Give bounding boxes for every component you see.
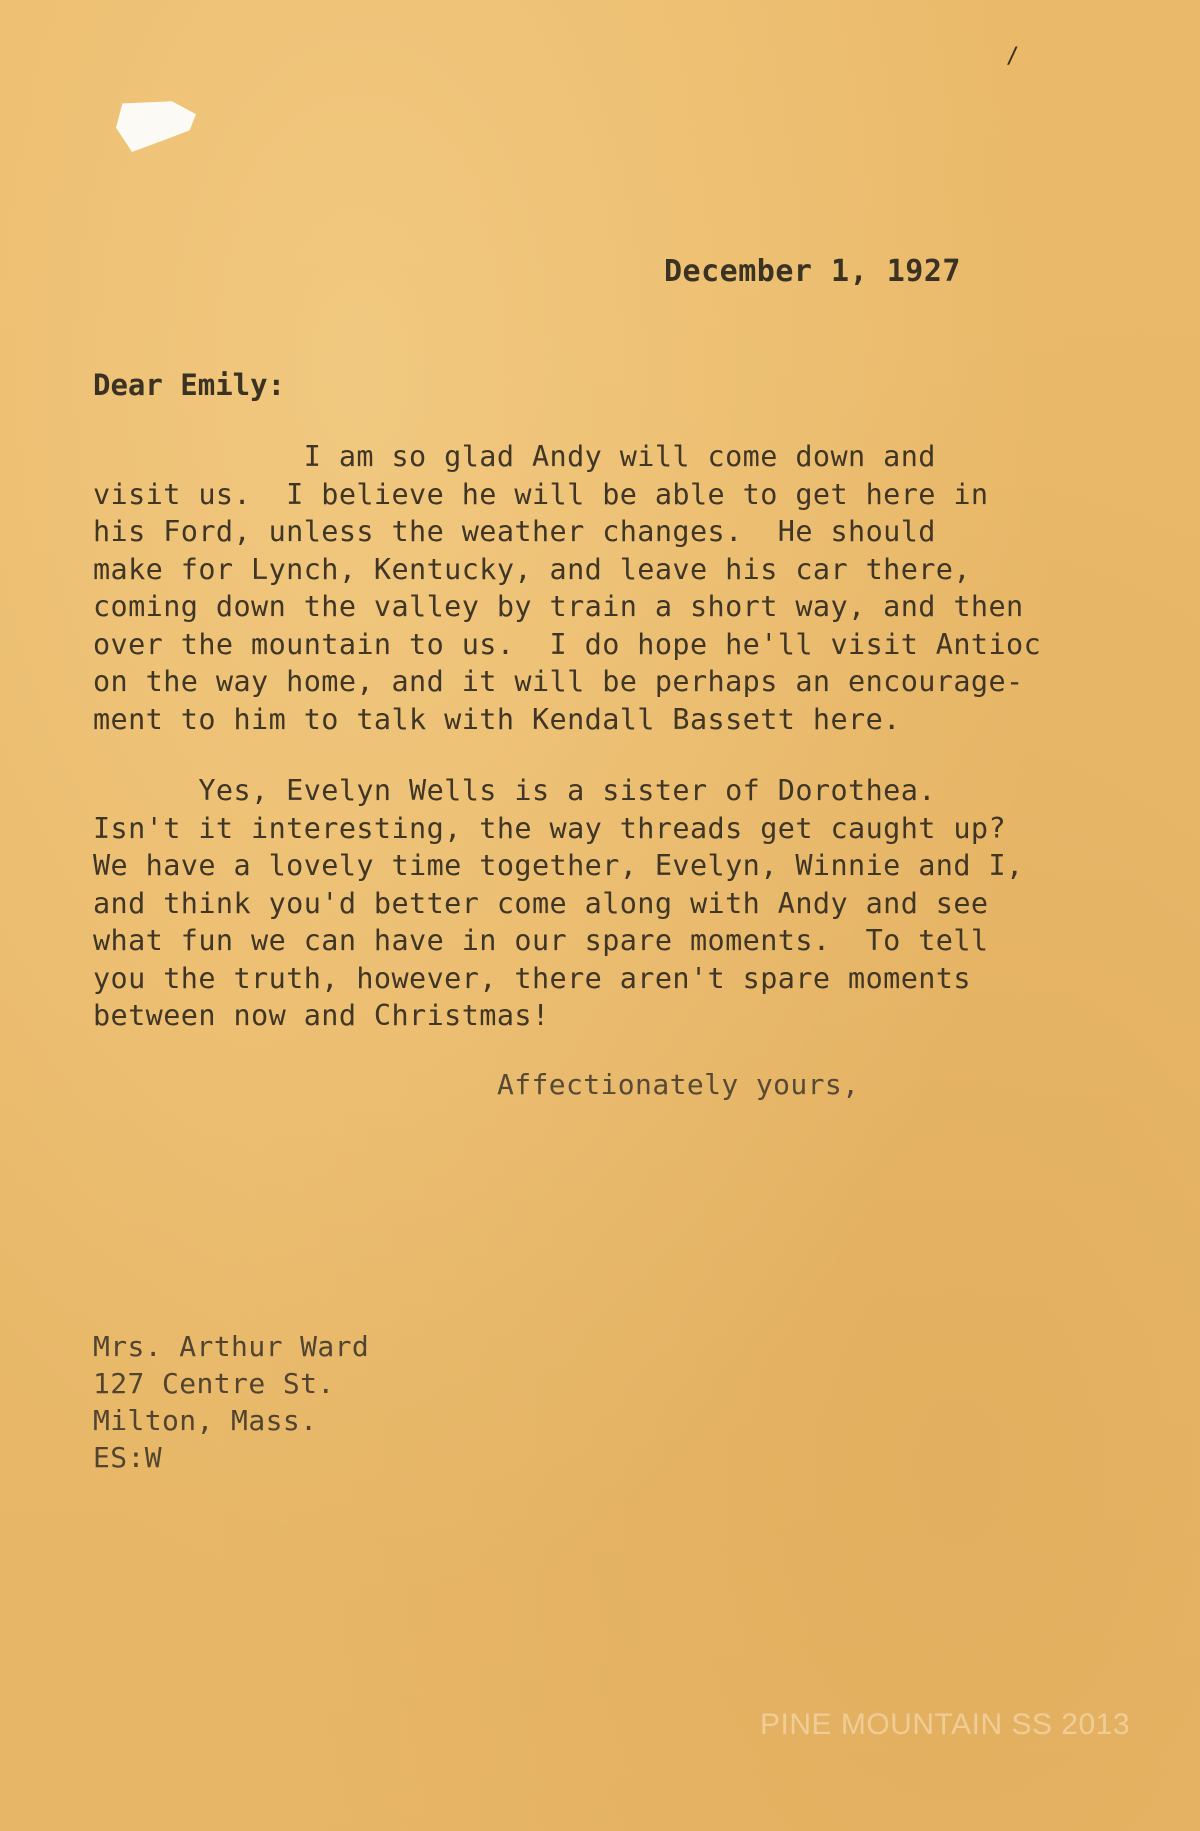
watermark: PINE MOUNTAIN SS 2013 [760, 1708, 1131, 1741]
recipient-address: Mrs. Arthur Ward 127 Centre St. Milton, Mass. ES:W [93, 1330, 370, 1474]
closing: Affectionately yours, [497, 1068, 860, 1101]
body-paragraph-1: I am so glad Andy will come down and visit us. I believe he will be able to get here in his Ford, unless the weather changes. He should make for Lynch, Kentucky, and leave his car there, coming down the valley by train a short way, and then over the mountain to us. I do hope he'll visit Antioc on the way home, and it will be perhaps an encourage- ment to him to talk with Kendall Bassett here. [93, 440, 1042, 736]
letter-date: December 1, 1927 [664, 254, 961, 289]
body-paragraph-2: Yes, Evelyn Wells is a sister of Dorothea. Isn't it interesting, the way threads get caught up? We have a lovely time together, Evelyn, Winnie and I, and think you'd better come along with Andy and see what fun we can have in our spare moments. To tell you the truth, however, there aren't spare moments between now and Christmas! [93, 774, 1024, 1032]
salutation: Dear Emily: [93, 368, 286, 402]
corner-mark: / [1006, 44, 1020, 69]
torn-corner [116, 98, 196, 152]
